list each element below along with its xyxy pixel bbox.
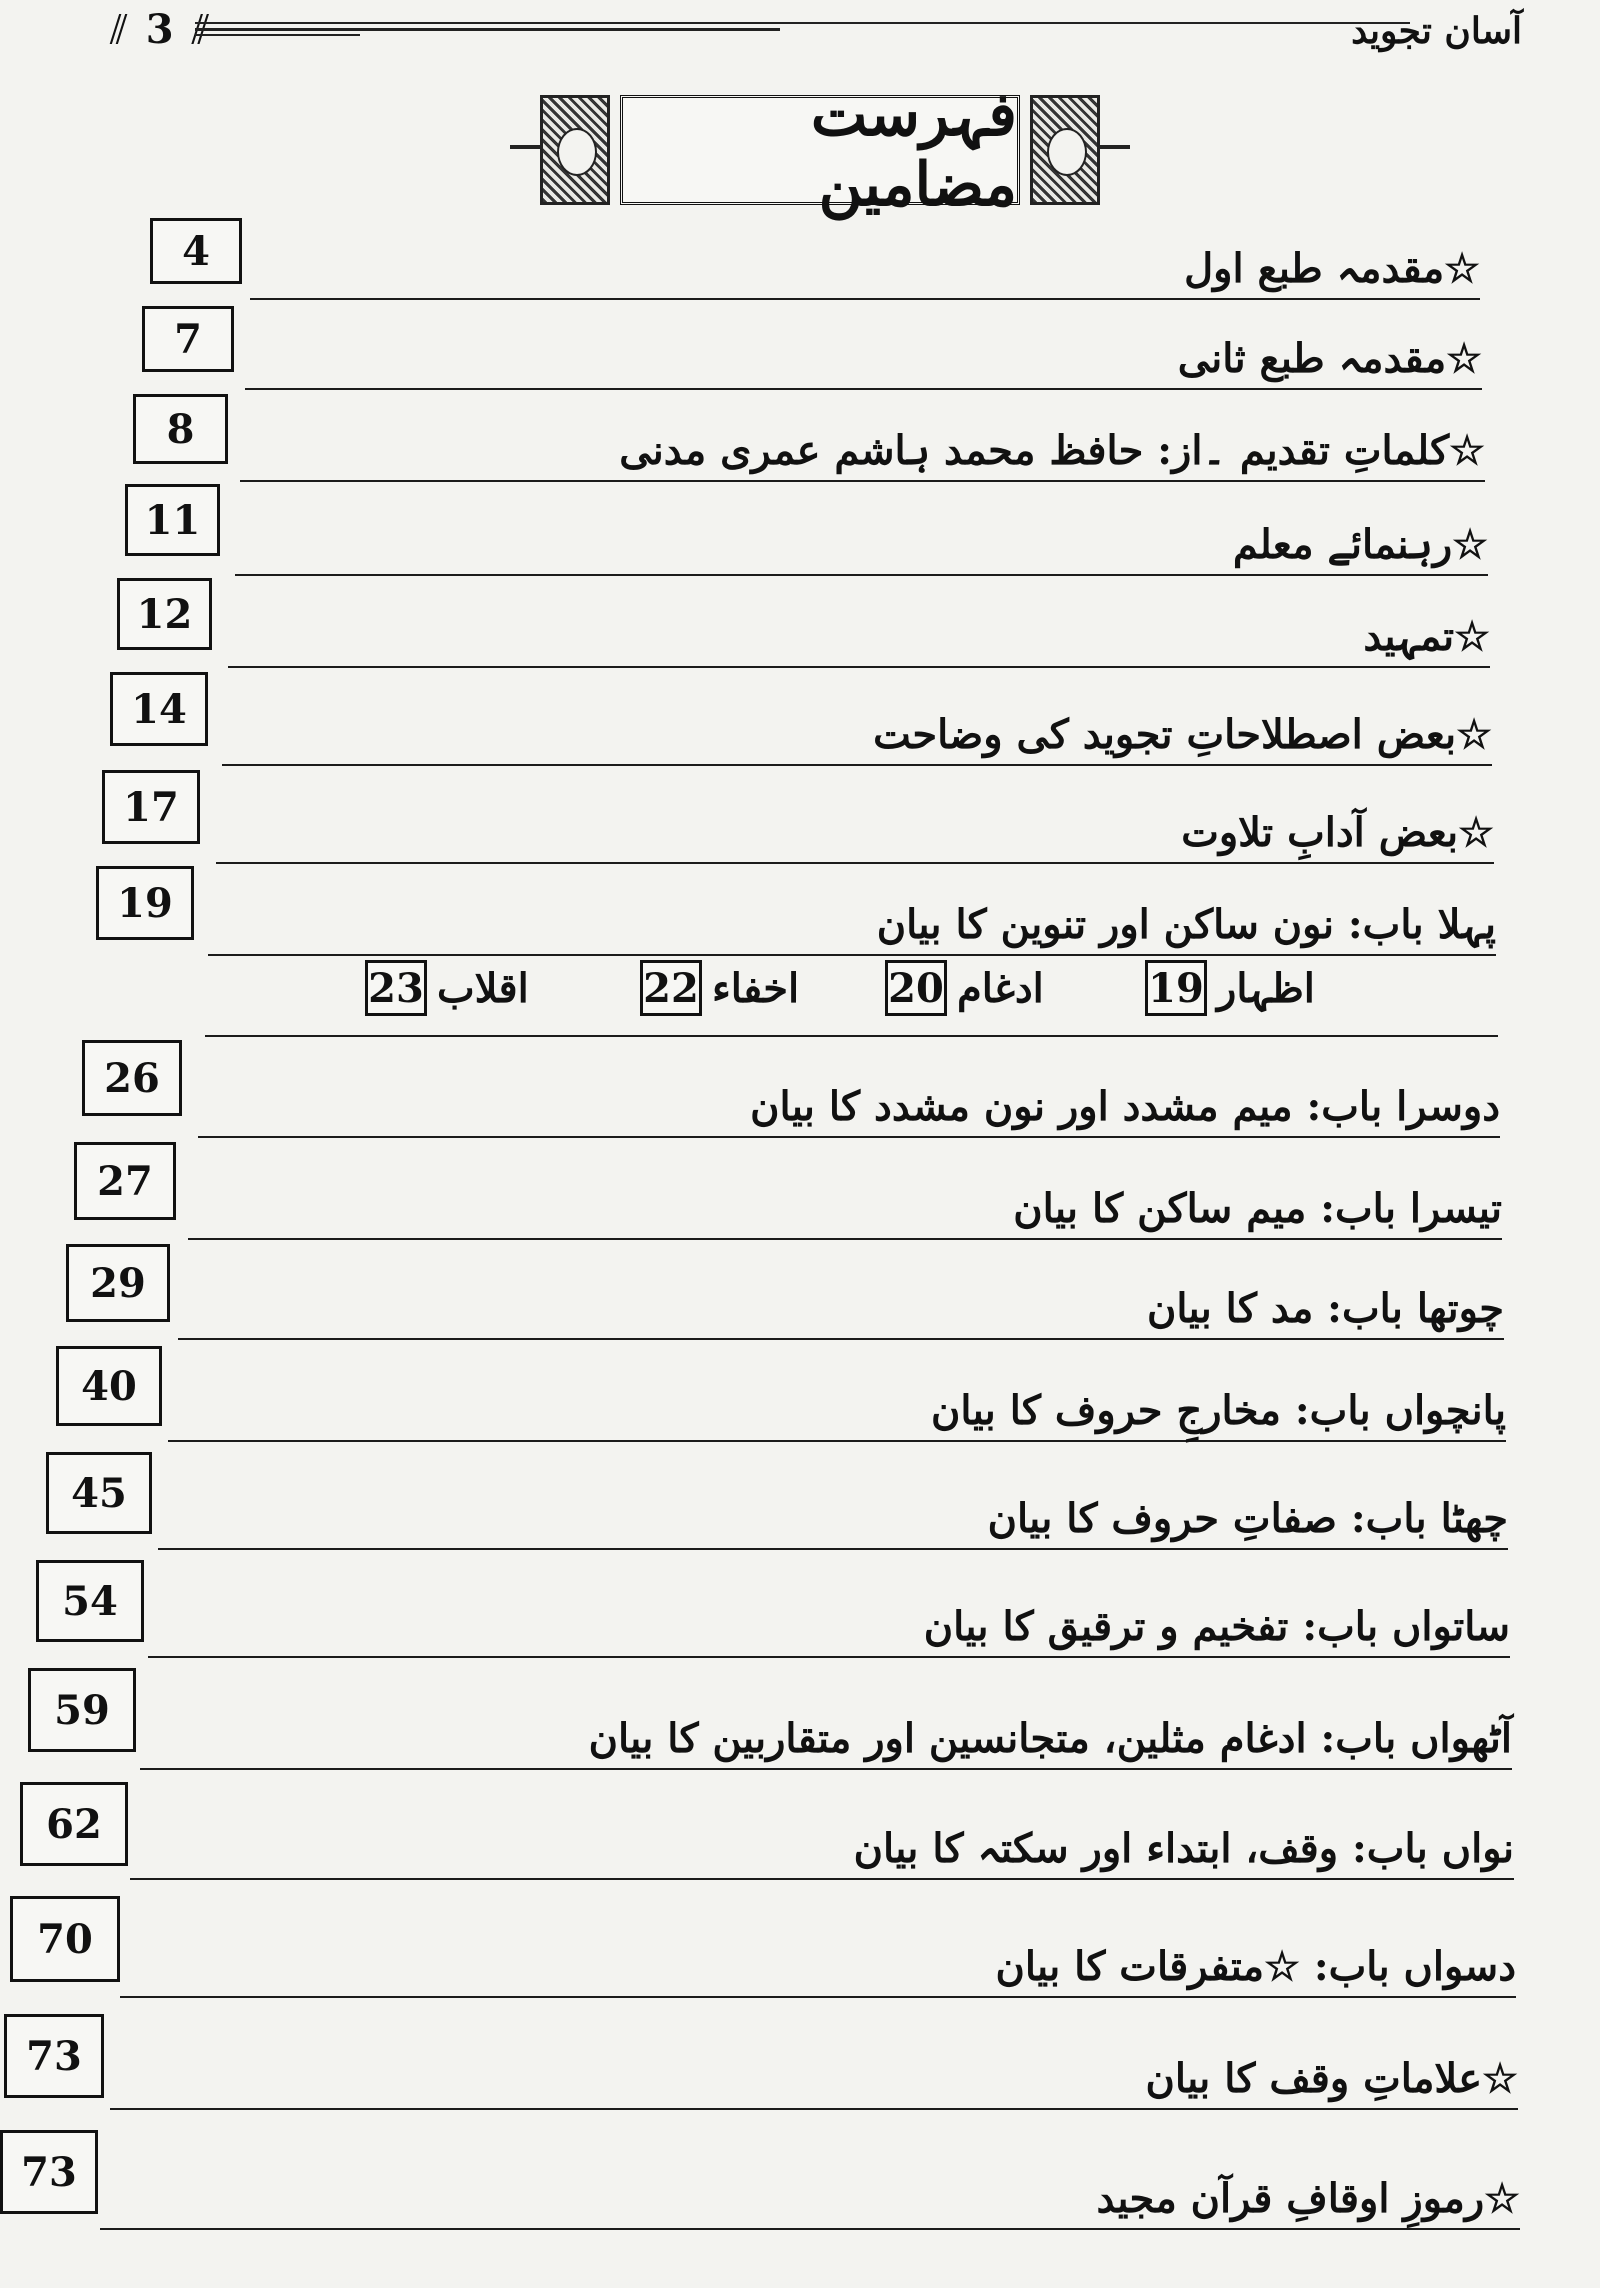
- toc-entry-label: آٹھواں باب: ادغام مثلین، متجانسین اور متقاربین کا بیان: [588, 1715, 1512, 1762]
- toc-entry-label: ☆رہنمائے معلم: [1232, 521, 1488, 568]
- page-number-box: 73: [0, 2130, 98, 2214]
- leader-rule: [168, 1440, 1506, 1442]
- page-number-box: 11: [125, 484, 220, 556]
- leader-rule: [148, 1656, 1510, 1658]
- toc-entry: [250, 240, 1480, 300]
- leader-rule: [228, 666, 1490, 668]
- toc-subentry: [365, 960, 529, 1016]
- header-rule: [195, 22, 1410, 24]
- leader-rule: [240, 480, 1485, 482]
- banner-ornament-left: [540, 95, 610, 205]
- header-rule: [195, 28, 780, 31]
- toc-subentry: [640, 960, 799, 1016]
- page-number-box: 17: [102, 770, 200, 844]
- toc-entry-label: ☆کلماتِ تقدیم ۔از: حافظ محمد ہاشم عمری مدنی: [619, 427, 1485, 474]
- page-number-box: 59: [28, 1668, 136, 1752]
- toc-entry-label: دوسرا باب: میم مشدد اور نون مشدد کا بیان: [750, 1083, 1500, 1130]
- leader-rule: [198, 1136, 1500, 1138]
- toc-entry: [158, 1490, 1508, 1550]
- toc-entry-label: ☆بعض آدابِ تلاوت: [1181, 809, 1494, 856]
- leader-rule: [188, 1238, 1502, 1240]
- toc-entry: [110, 2050, 1518, 2110]
- leader-rule: [208, 954, 1496, 956]
- toc-entry-label: ☆بعض اصطلاحاتِ تجوید کی وضاحت: [873, 711, 1492, 758]
- toc-subentry-label: اخفاء: [712, 964, 800, 1012]
- subentry-page-box: 22: [640, 960, 702, 1016]
- toc-entry: [148, 1598, 1510, 1658]
- banner-ornament-right: [1030, 95, 1100, 205]
- subentry-page-box: 23: [365, 960, 427, 1016]
- page-title-box: [620, 80, 1020, 220]
- leader-rule: [250, 298, 1480, 300]
- header-ornament: ⫽: [110, 7, 130, 53]
- toc-entry-label: تیسرا باب: میم ساکن کا بیان: [1013, 1185, 1502, 1232]
- toc-entry: [208, 896, 1496, 956]
- leader-rule: [222, 764, 1492, 766]
- page-title: فہرست مضامین: [810, 80, 1017, 220]
- book-title: آسان تجوید: [1351, 10, 1522, 52]
- subentry-page-box: 20: [885, 960, 947, 1016]
- page-number-box: 12: [117, 578, 212, 650]
- header-ornament: ⫽: [191, 7, 212, 53]
- toc-entry-label: دسواں باب: ☆متفرقات کا بیان: [995, 1943, 1516, 1990]
- leader-rule: [158, 1548, 1508, 1550]
- toc-entry-label: ☆علاماتِ وقف کا بیان: [1145, 2055, 1518, 2102]
- toc-entry: [130, 1820, 1514, 1880]
- banner-ornament: [510, 145, 540, 149]
- title-banner: [540, 80, 1100, 220]
- leader-rule: [110, 2108, 1518, 2110]
- toc-entry-label: ☆مقدمہ طبع ثانی: [1177, 335, 1482, 382]
- page-number-box: 19: [96, 866, 194, 940]
- toc-entry: [240, 422, 1485, 482]
- page-number-box: 7: [142, 306, 234, 372]
- page-number-box: 73: [4, 2014, 104, 2098]
- page-number-box: 45: [46, 1452, 152, 1534]
- toc-subentry-label: اظہار: [1217, 964, 1315, 1012]
- leader-rule: [120, 1996, 1516, 1998]
- page-number-box: 40: [56, 1346, 162, 1426]
- leader-rule: [205, 1035, 1498, 1037]
- page-number-box: 26: [82, 1040, 182, 1116]
- toc-subentry: [885, 960, 1044, 1016]
- toc-subentry-label: ادغام: [957, 964, 1044, 1012]
- toc-entry-label: چوتھا باب: مد کا بیان: [1146, 1285, 1504, 1332]
- toc-entry: [198, 1078, 1500, 1138]
- toc-entry: [178, 1280, 1504, 1340]
- toc-entry: [140, 1710, 1512, 1770]
- toc-entry: [245, 330, 1482, 390]
- toc-entry: [168, 1382, 1506, 1442]
- toc-subentry-label: اقلاب: [437, 964, 529, 1012]
- toc-entry: [235, 516, 1488, 576]
- toc-entry-label: ☆مقدمہ طبع اول: [1184, 245, 1480, 292]
- toc-entry-label: چھٹا باب: صفاتِ حروف کا بیان: [987, 1495, 1508, 1542]
- toc-entry-label: نواں باب: وقف، ابتداء اور سکتہ کا بیان: [853, 1825, 1514, 1872]
- header-rule: [195, 34, 360, 36]
- toc-entry: [120, 1938, 1516, 1998]
- toc-entry-label: ساتواں باب: تفخیم و ترقیق کا بیان: [923, 1603, 1510, 1650]
- page-number-box: 27: [74, 1142, 176, 1220]
- toc-entry: [222, 706, 1492, 766]
- leader-rule: [245, 388, 1482, 390]
- toc-entry: [228, 608, 1490, 668]
- toc-entry: [100, 2170, 1520, 2230]
- page-number-box: 14: [110, 672, 208, 746]
- page-number-box: 4: [150, 218, 242, 284]
- toc-entry-label: پانچواں باب: مخارجِ حروف کا بیان: [931, 1387, 1506, 1434]
- page-number-box: 70: [10, 1896, 120, 1982]
- toc-entry-label: ☆تمہید: [1363, 613, 1490, 660]
- toc-entry-label: پہلا باب: نون ساکن اور تنوین کا بیان: [876, 901, 1496, 948]
- toc-entry: [188, 1180, 1502, 1240]
- leader-rule: [130, 1878, 1514, 1880]
- toc-subentry: [1145, 960, 1315, 1016]
- leader-rule: [216, 862, 1494, 864]
- page-number-box: 62: [20, 1782, 128, 1866]
- page-number-box: 8: [133, 394, 228, 464]
- leader-rule: [140, 1768, 1512, 1770]
- toc-entry: [216, 804, 1494, 864]
- page-number-box: 29: [66, 1244, 170, 1322]
- subentry-page-box: 19: [1145, 960, 1207, 1016]
- page-number: 3: [145, 6, 176, 53]
- toc-entry-label: ☆رموزِ اوقافِ قرآن مجید: [1096, 2175, 1520, 2222]
- banner-ornament: [1100, 145, 1130, 149]
- page-number-box: 54: [36, 1560, 144, 1642]
- leader-rule: [235, 574, 1488, 576]
- leader-rule: [178, 1338, 1504, 1340]
- leader-rule: [100, 2228, 1520, 2230]
